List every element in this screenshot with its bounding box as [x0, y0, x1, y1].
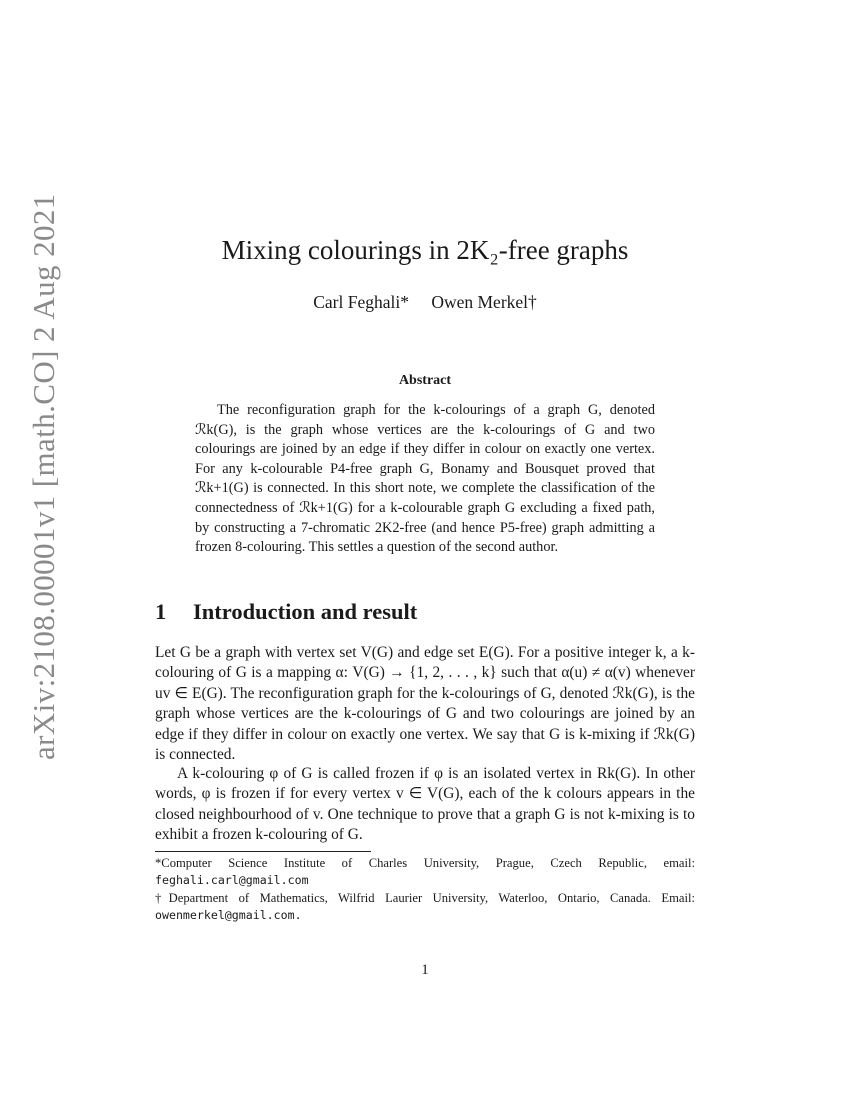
section-title: Introduction and result	[193, 599, 418, 624]
body-paragraph-2: A k-colouring φ of G is called frozen if φ is an isolated vertex in Rk(G). In other words, φ is frozen if for every vertex v ∈ V(G), each of the k colours appears in the closed neighbourhood of v. One technique to prove that a graph G is not k-mixing is to exhibit a frozen k-colouring of G.	[155, 765, 695, 844]
page-number: 1	[421, 962, 429, 978]
paper-title: Mixing colourings in 2K₂-free graphs	[221, 235, 629, 265]
section-heading	[155, 597, 695, 627]
abstract-text: The reconfiguration graph for the k-colourings of a graph G, denoted ℛk(G), is the graph whose vertices are the k-colourings of G and two colourings are joined by an edge if they differ in colour on exactly one vertex. For any k-colourable P4-free graph G, Bonamy and Bousquet proved that ℛk+1(G) is connected. In this short note, we complete the classification of the connectedness of ℛk+1(G) for a k-colourable graph G excluding a fixed path, by constructing a 7-chromatic 2K2-free (and hence P5-free) graph admitting a frozen 8-colouring. This settles a question of the second author.	[195, 402, 655, 556]
author-list	[200, 289, 650, 315]
footnote-2-email[interactable]: owenmerkel@gmail.com.	[155, 907, 302, 922]
footnotes	[155, 855, 695, 924]
arxiv-identifier: arXiv:2108.00001v1 [math.CO] 2 Aug 2021	[26, 193, 61, 760]
footnote-2	[155, 890, 695, 925]
abstract-heading: Abstract	[398, 373, 452, 388]
footnote-rule	[155, 851, 371, 852]
author-1: Carl Feghali*	[313, 292, 409, 312]
footnote-1-email[interactable]: feghali.carl@gmail.com	[155, 873, 309, 888]
author-2: Owen Merkel†	[431, 292, 537, 312]
section-number: 1	[155, 599, 167, 624]
footnote-1-text: *Computer Science Institute of Charles University, Prague, Czech Republic, email:	[155, 856, 695, 870]
footnote-1	[155, 855, 695, 890]
footnote-2-text: †Department of Mathematics, Wilfrid Laurier University, Waterloo, Ontario, Canada. Email:	[155, 890, 695, 905]
body-paragraph-1: Let G be a graph with vertex set V(G) and edge set E(G). For a positive integer k, a k-colouring of G is a mapping α: V(G) → {1, 2, . . . , k} such that α(u) ≠ α(v) whenever uv ∈ E(G). The reconfiguration graph for the k-colourings of G, denoted ℛk(G), is the graph whose vertices are the k-colourings of G and two colourings are joined by an edge if they differ in colour on exactly one vertex. We say that G is k-mixing if ℛk(G) is connected.	[155, 644, 695, 764]
